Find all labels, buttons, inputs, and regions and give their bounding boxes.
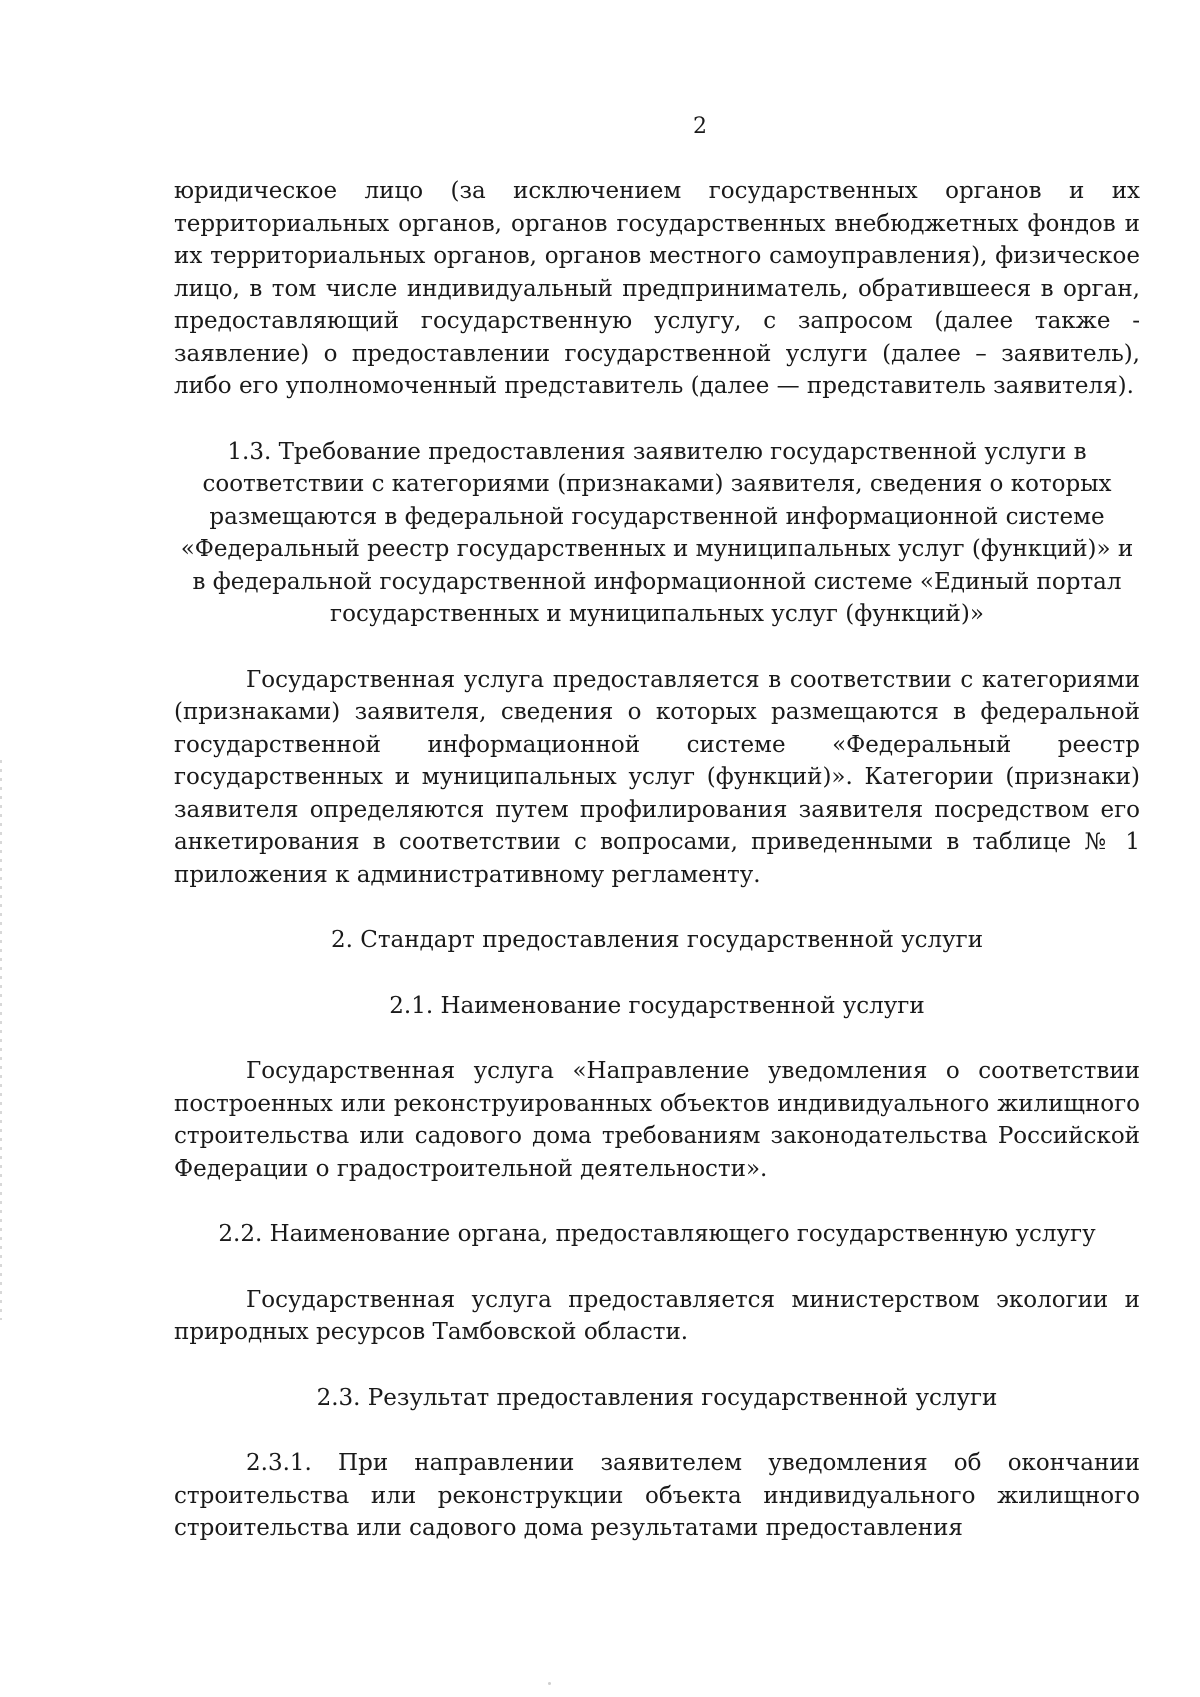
scan-artifact-dot [548, 1682, 551, 1685]
heading-section-2: 2. Стандарт предоставления государственной услуги [330, 927, 984, 953]
heading-section-2-2: 2.2. Наименование органа, предоставляющего государственную услугу [218, 1221, 1096, 1247]
page-number: 2 [693, 114, 707, 139]
paragraph-service-categories: Государственная услуга предоставляется в соответствии с категориями (признаками) заявителя, сведения о которых размещаются в федеральной государственной информационной системе «Федеральный реестр государственных и муниципальных услуг (функций)». Категории (признаки) заявителя определяются путем профилирования заявителя посредством его анкетирования в соответствии с вопросами, приведенными в таблице № 1 приложения к административному регламенту. [174, 666, 1140, 888]
heading-section-1-3: 1.3. Требование предоставления заявителю государственной услуги в соответствии с категориями (признаками) заявителя, сведения о которых размещаются в федеральной государственной информационной системе «Федеральный реестр государственных и муниципальных услуг (функций)» и в федеральной государственной информационной системе «Единый портал государственных и муниципальных услуг (функций)» [180, 438, 1134, 627]
heading-section-2-3: 2.3. Результат предоставления государственной услуги [316, 1384, 998, 1411]
scan-edge-mark [0, 760, 2, 1320]
document-body [174, 175, 1140, 1545]
paragraph-providing-body: Государственная услуга предоставляется министерством экологии и природных ресурсов Тамбовской области. [174, 1286, 1140, 1345]
paragraph-section-2-3-1: 2.3.1. При направлении заявителем уведомления об окончании строительства или реконструкции объекта индивидуального жилищного строительства или садового дома результатами предоставления [174, 1450, 1140, 1541]
paragraph-applicant-definition: юридическое лицо (за исключением государственных органов и их территориальных органов, органов государственных внебюджетных фондов и их территориальных органов, органов местного самоуправления), физическое лицо, в том числе индивидуальный предприниматель, обратившееся в орган, предоставляющий государственную услугу, с запросом (далее также - заявление) о предоставлении государственной услуги (далее – заявитель), либо его уполномоченный представитель (далее — представитель заявителя). [174, 178, 1140, 399]
paragraph-service-name: Государственная услуга «Направление уведомления о соответствии построенных или реконструированных объектов индивидуального жилищного строительства или садового дома требованиям законодательства Российской Федерации о градостроительной деятельности». [174, 1058, 1140, 1182]
heading-section-2-1: 2.1. Наименование государственной услуги [389, 992, 925, 1019]
